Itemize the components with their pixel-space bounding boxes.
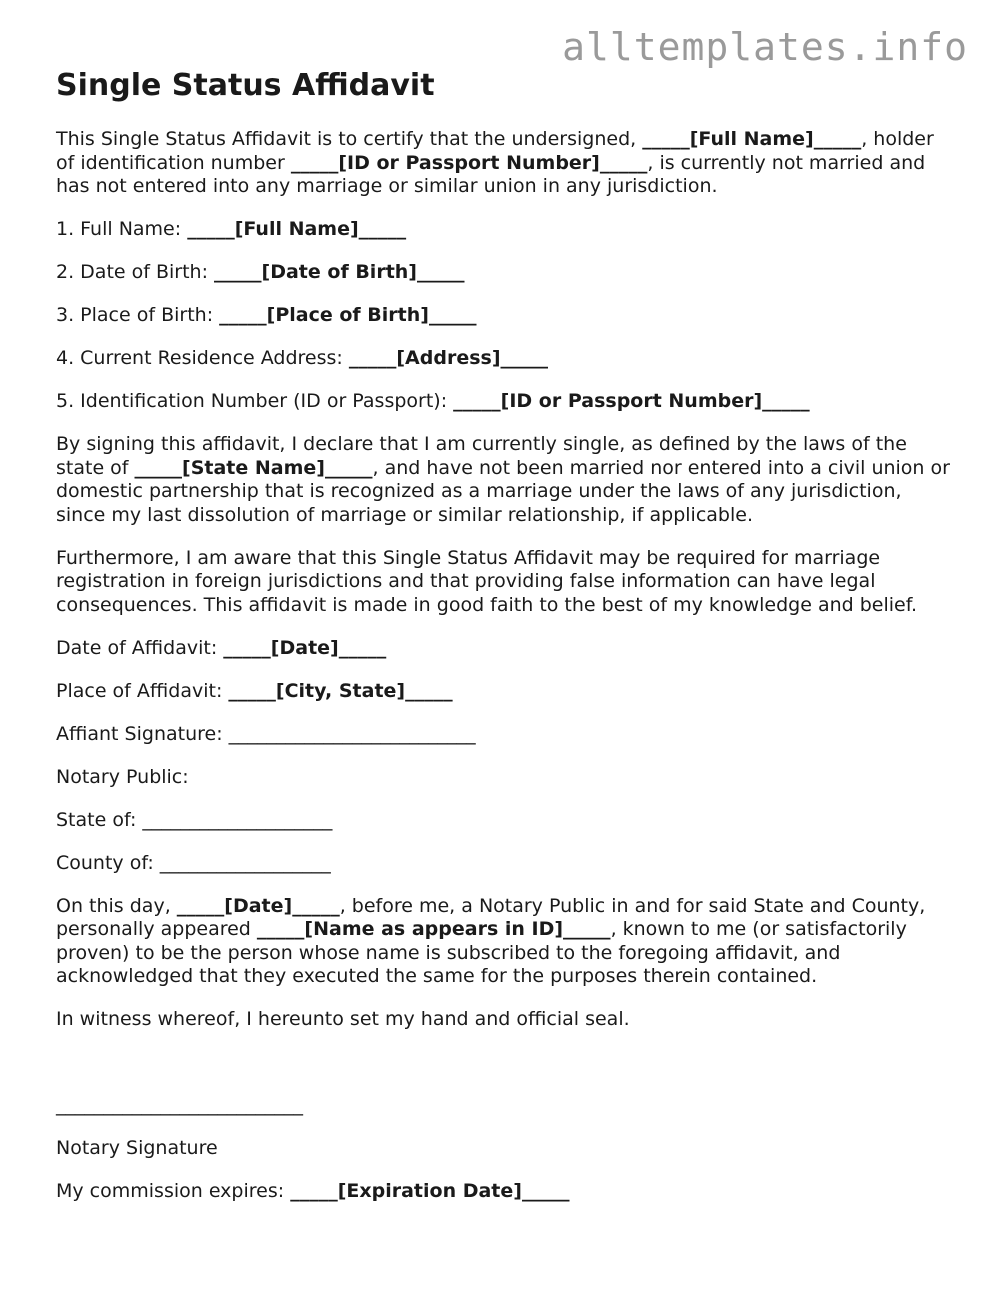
item-field: _____[Full Name]_____ [187,218,407,240]
item-label: 1. Full Name: [56,218,188,240]
item-label: 3. Place of Birth: [56,304,220,326]
state-of-line: ____________________ [142,808,333,831]
item-label: 4. Current Residence Address: [56,347,349,369]
ack-text-2: , before me, a Notary Public in and for said State and County, personally appeared [56,894,926,940]
affiant-signature-line: __________________________ [228,722,476,745]
intro-text-3: , is currently not married and has not entered into any marriage or similar union in any jurisdiction. [56,151,926,197]
expiration-date-field: _____[Expiration Date]_____ [290,1179,570,1202]
intro-paragraph [56,128,956,199]
item-full-name [56,218,956,242]
county-of [56,852,956,876]
place-of-affidavit [56,680,956,704]
ack-text-3: , known to me (or satisfactorily proven) to be the person whose name is subscribed to the foregoing affidavit, and acknowledged that they executed the same for the purposes therein contained. [56,918,907,987]
document-title: Single Status Affidavit [56,68,435,103]
full-name-field: _____[Full Name]_____ [642,128,862,150]
ack-text-1: On this day, [56,894,177,917]
ack-name-field: _____[Name as appears in ID]_____ [256,918,611,940]
item-place-of-birth [56,304,956,328]
item-date-of-birth [56,261,956,285]
date-of-affidavit-field: _____[Date]_____ [223,636,387,659]
county-of-line: __________________ [159,851,331,874]
document-page [56,68,956,1203]
notary-signature-label: Notary Signature [56,1136,218,1159]
item-label: 2. Date of Birth: [56,261,215,283]
declaration-text-2: , and have not been married nor entered into a civil union or domestic partnership that is recognized as a marriage under the laws of any jurisdiction, since my last dissolution of marriage or similar relationship, if applicable. [56,456,950,526]
state-of [56,809,956,833]
date-of-affidavit [56,637,956,661]
state-of-label: State of: [56,808,143,831]
watermark: alltemplates.info [562,25,968,69]
witness-statement: In witness whereof, I hereunto set my hand and official seal. [56,1008,630,1030]
item-field: _____[Date of Birth]_____ [214,261,465,283]
notary-public-heading: Notary Public: [56,765,189,788]
acknowledgment-paragraph [56,895,956,989]
state-name-field: _____[State Name]_____ [134,456,373,479]
id-number-field: _____[ID or Passport Number]_____ [290,151,648,174]
declaration-text-1: By signing this affidavit, I declare that I am currently single, as defined by the laws of the state of [56,433,907,479]
affiant-signature [56,723,956,747]
intro-text-2: , holder of identification number [56,128,934,174]
ack-date-field: _____[Date]_____ [176,894,340,917]
county-of-label: County of: [56,851,160,874]
furthermore-paragraph: Furthermore, I am aware that this Single Status Affidavit may be required for marriage registration in foreign jurisdictions and that providing false information can have legal consequences. This affidavit is made in good faith to the best of my knowledge and belief. [56,546,918,616]
affiant-signature-label: Affiant Signature: [56,722,229,745]
item-field: _____[ID or Passport Number]_____ [453,390,810,412]
item-address [56,347,956,371]
commission-label: My commission expires: [56,1179,291,1202]
intro-text-1: This Single Status Affidavit is to certify that the undersigned, [56,128,643,150]
place-of-affidavit-field: _____[City, State]_____ [228,679,453,702]
commission-expires [56,1180,956,1204]
item-label: 5. Identification Number (ID or Passport): [56,390,454,412]
item-field: _____[Address]_____ [348,347,549,369]
date-of-affidavit-label: Date of Affidavit: [56,636,224,659]
item-id-number [56,390,956,414]
place-of-affidavit-label: Place of Affidavit: [56,679,229,702]
item-field: _____[Place of Birth]_____ [219,304,477,326]
declaration-paragraph [56,433,956,527]
notary-signature-line: __________________________ [56,1093,303,1116]
